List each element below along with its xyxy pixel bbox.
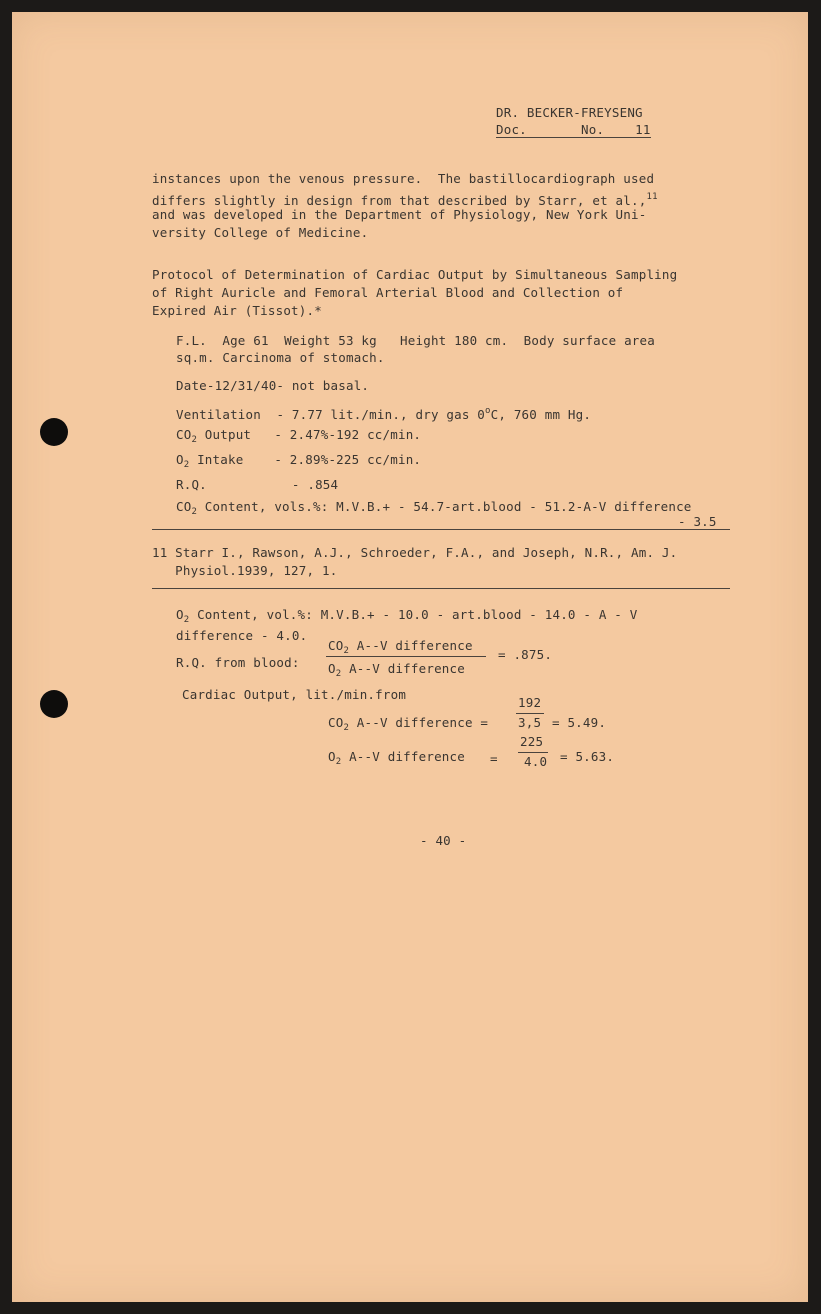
page-number: - 40 - xyxy=(420,833,467,848)
ventilation-label: Ventilation xyxy=(176,407,261,422)
o2-fraction-numerator: 225 xyxy=(520,734,544,749)
protocol-heading: Expired Air (Tissot).* xyxy=(152,303,322,318)
co2-fraction-denominator: 3,5 xyxy=(518,715,542,730)
rq-blood-result: = .875. xyxy=(498,647,553,662)
no-label: No. xyxy=(581,122,605,137)
footnote-ref: 11 xyxy=(646,192,658,202)
o2-content-row: $O_2$ Content, vol.%: M.V.B.+ - 10.0 - art.blood - 14.0 - A - V xyxy=(176,607,638,625)
rq-fraction-numerator: $CO_2$ A--V difference xyxy=(328,638,473,656)
o2-intake-value: - 2.89%-225 cc/min. xyxy=(274,452,422,467)
o2-diff-row: $O_2$ A--V difference xyxy=(328,749,465,767)
date-line: Date-12/31/40- not basal. xyxy=(176,378,370,393)
co2-cardiac-result: = 5.49. xyxy=(552,715,607,730)
co2-fraction-numerator: 192 xyxy=(518,695,542,710)
footnote-line: 11 Starr I., Rawson, A.J., Schroeder, F.A., and Joseph, N.R., Am. J. xyxy=(152,545,678,560)
header-doc-line xyxy=(496,121,651,139)
punch-hole xyxy=(40,690,68,718)
co2-content-tail: - 3.5 xyxy=(678,514,717,529)
divider xyxy=(152,588,730,589)
ventilation-value: - 7.77 lit./min., dry gas 0 xyxy=(276,407,486,422)
o2-intake-row: $O_2$ Intake - 2.89%-225 cc/min. xyxy=(176,452,422,470)
protocol-heading: Protocol of Determination of Cardiac Output by Simultaneous Sampling xyxy=(152,267,678,282)
rq-fraction-denominator: $O_2$ A--V difference xyxy=(328,661,465,679)
fraction-bar xyxy=(326,656,486,657)
protocol-heading: of Right Auricle and Femoral Arterial Blood and Collection of xyxy=(152,285,624,300)
co2-output-row: $CO_2$ Output - 2.47%-192 cc/min. xyxy=(176,427,422,445)
o2-cardiac-result: = 5.63. xyxy=(560,749,615,764)
rq-row: R.Q. - .854 xyxy=(176,477,339,492)
o2-equals: = xyxy=(490,751,498,766)
cardiac-output-label: Cardiac Output, lit./min.from xyxy=(182,687,407,702)
intro-line: instances upon the venous pressure. The bastillocardiograph used xyxy=(152,171,655,186)
footnote-line: Physiol.1939, 127, 1. xyxy=(152,563,338,578)
rq-blood-label: R.Q. from blood: xyxy=(176,655,300,670)
patient-line: F.L. Age 61 Weight 53 kg Height 180 cm. Body surface area xyxy=(176,333,655,348)
co2-output-value: - 2.47%-192 cc/min. xyxy=(274,427,422,442)
o2-content-line2: difference - 4.0. xyxy=(176,628,308,643)
punch-hole xyxy=(40,418,68,446)
doc-label: Doc. xyxy=(496,122,527,137)
intro-line: differs slightly in design from that described by Starr, et al.,$^{11}$ xyxy=(152,192,658,208)
header-name: DR. BECKER-FREYSENG xyxy=(496,105,643,120)
o2-fraction-denominator: 4.0 xyxy=(524,754,548,769)
intro-line: and was developed in the Department of Physiology, New York Uni- xyxy=(152,207,647,222)
intro-line: versity College of Medicine. xyxy=(152,225,369,240)
ventilation-row: Ventilation - 7.77 lit./min., dry gas 0$^o$C, 760 mm Hg. xyxy=(176,406,592,422)
doc-number: 11 xyxy=(635,122,651,137)
co2-content-row: $CO_2$ Content, vols.%: M.V.B.+ - 54.7-art.blood - 51.2-A-V difference xyxy=(176,499,692,517)
divider xyxy=(152,529,730,530)
co2-diff-row: $CO_2$ A--V difference = xyxy=(328,715,489,733)
rq-value: - .854 xyxy=(291,477,339,492)
patient-line: sq.m. Carcinoma of stomach. xyxy=(176,350,385,365)
